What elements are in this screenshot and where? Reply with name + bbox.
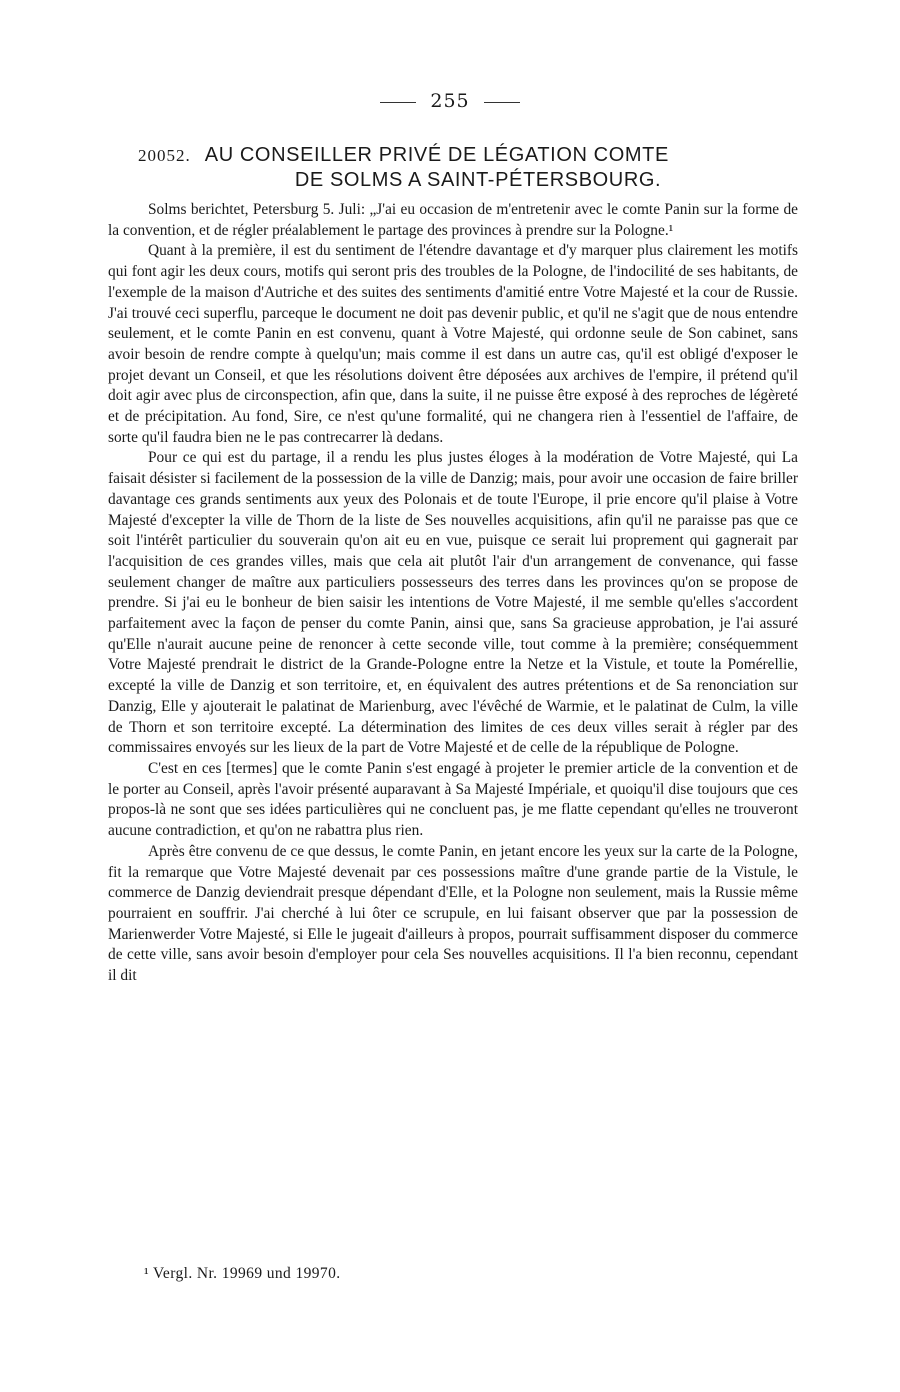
header-rule-right (484, 102, 520, 103)
page-header (0, 90, 900, 112)
paragraph: Pour ce qui est du partage, il a rendu les plus justes éloges à la modération de Votre Majesté, qui La faisait désister si facilement de la possession de la ville de Danzig; mais, pour avoir une occasion de faire briller davantage ces grands sentiments aux yeux des Polonais et de toute l'Europe, il prie encore qu'il plaise à Votre Majesté d'excepter la ville de Thorn de la liste de Ses nouvelles acquisitions, afin qu'il ne paraisse pas que ce soit l'intérêt particulier du souverain qu'on ait eu en vue, puisque ce serait lui proprement qui gagnerait par l'acquisition de ces grandes villes, mais que cela ait plutôt l'air d'un arrangement de convenance, qui fasse seulement changer de maître aux particuliers possesseurs des terres dans les provinces qu'on se propose de prendre. Si j'ai eu le bonheur de bien saisir les intentions de Votre Majesté, il me semble qu'elles s'accordent parfaitement avec la façon de penser du comte Panin, ainsi que, sans Sa gracieuse approbation, je l'ai assuré qu'Elle n'aurait aucune peine de renoncer à cette seconde ville, tout comme à la première; conséquemment Votre Majesté prendrait le district de la Grande-Pologne entre la Netze et la Vistule, et toute la Pomérellie, excepté la ville de Danzig et son territoire, et, en équivalent des autres prétentions et de Sa renonciation sur Danzig, Elle y ajouterait le palatinat de Marienburg, avec l'évêché de Warmie, et le palatinat de Culm, la ville de Thorn et son territoire excepté. La détermination des limites de ces deux villes serait à régler par des commissaires envoyés sur les lieux de la part de Votre Majesté et de celle de la république de Pologne. (108, 449, 798, 757)
paragraph: Quant à la première, il est du sentiment de l'étendre davantage et d'y marquer plus clairement les motifs qui font agir les deux cours, motifs qui seront pris des troubles de la Pologne, de l'indocilité de ses habitants, de l'exemple de la maison d'Autriche et des suites des sentiments d'amitié entre Votre Majesté et la cour de Russie. J'ai trouvé ceci superflu, parceque le document ne doit pas devenir public, et qu'il ne s'agit que de nous entendre seulement, et le comte Panin en est convenu, quant à Votre Majesté, qui ordonne seule de Son cabinet, sans avoir besoin de rendre compte à quelqu'un; mais comme il est dans un autre cas, qu'il est obligé d'exposer le projet devant un Conseil, et que les résolutions doivent être déposées aux archives de l'empire, il prétend qu'il doit agir avec plus de circonspection, afin que, dans la suite, il ne puisse être exposé à des reproches de légèreté et de précipitation. Au fond, Sire, ce n'est qu'une formalité, qui ne changera rien à l'essentiel de l'affaire, de sorte qu'il faudra bien ne le pas contrecarrer là dedans. (108, 242, 798, 446)
document-number: 20052. (138, 146, 191, 165)
header-rule-left (380, 102, 416, 103)
body-text (108, 200, 798, 987)
title-line-1: AU CONSEILLER PRIVÉ DE LÉGATION COMTE (204, 144, 669, 166)
paragraph: C'est en ces [termes] que le comte Panin s'est engagé à projeter le premier article de la convention et de le porter au Conseil, après l'avoir présenté auparavant à Sa Majesté Impériale, et quoiqu'il dise toujours que ces propos-là ne sont que ses idées particulières qui ne concluent pas, je me flatte cependant qu'elles ne trouveront aucune contradiction, et qu'on ne rabattra plus rien. (108, 759, 798, 840)
paragraph: Après être convenu de ce que dessus, le comte Panin, en jetant encore les yeux sur la carte de la Pologne, fit la remarque que Votre Majesté devenait par ces possessions maître d'une grande partie de la Vistule, le commerce de Danzig deviendrait presque dépendant d'Elle, et la Pologne non seulement, mais la Russie même pourraient en souffrir. J'ai cherché à lui ôter ce scrupule, en lui faisant observer que par la possession de Marienwerder Votre Majesté, si Elle le jugeait d'ailleurs à propos, pourrait suffisamment disposer du commerce de cette ville, sans avoir besoin d'employer pour cela Ses nouvelles acquisitions. Il l'a bien reconnu, cependant il dit (108, 842, 798, 985)
title-line-2: DE SOLMS A SAINT-PÉTERSBOURG. (294, 169, 662, 191)
paragraph: Solms berichtet, Petersburg 5. Juli: „J'ai eu occasion de m'entretenir avec le comte Panin sur la forme de la convention, et de régler préalablement le partage des provinces à prendre sur la Pologne.¹ (108, 201, 798, 239)
document-title (138, 143, 778, 192)
page-number: 255 (430, 90, 470, 112)
footnote: ¹ Vergl. Nr. 19969 und 19970. (144, 1265, 341, 1282)
